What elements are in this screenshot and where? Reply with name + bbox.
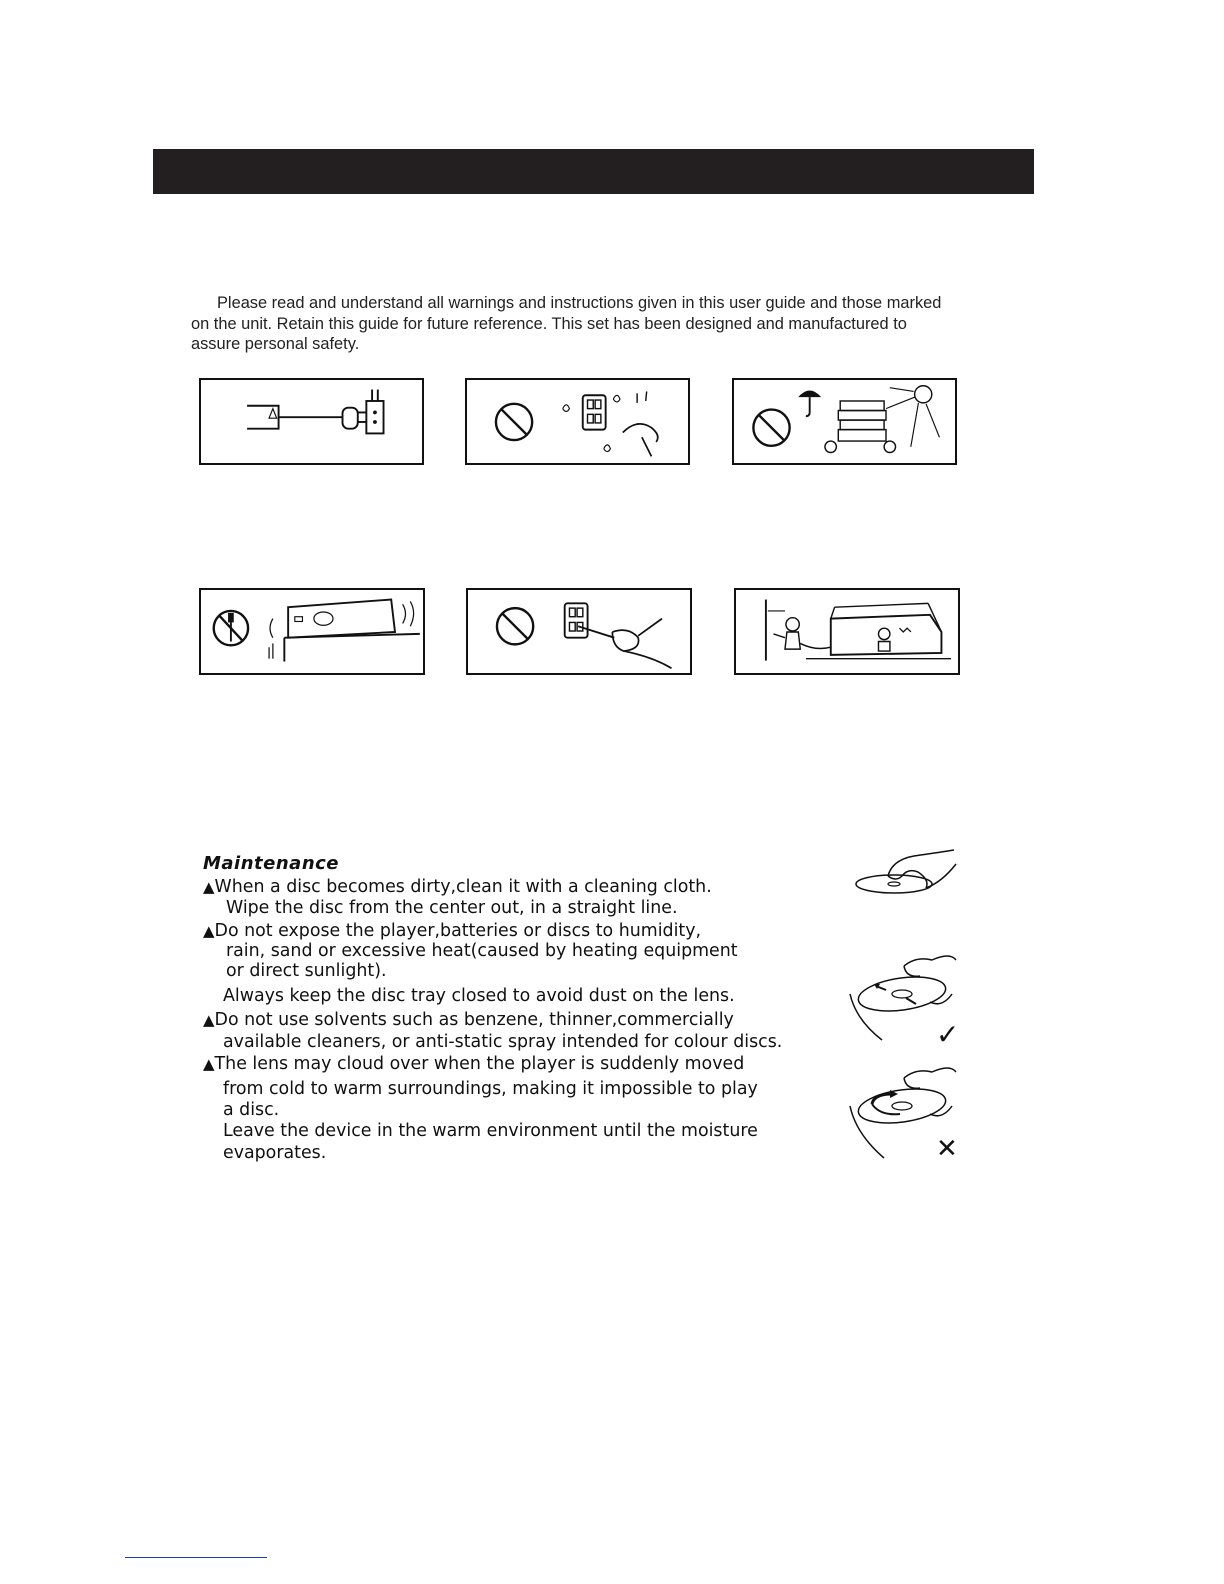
prohibition-cord-icon — [468, 590, 690, 673]
footer-rule — [125, 1557, 267, 1558]
maintenance-line: from cold to warm surroundings, making it impossible to play — [223, 1079, 758, 1099]
disc-cleaning-hand-illustration — [852, 846, 960, 902]
do-not-open-illustration — [199, 588, 425, 675]
maintenance-line: rain, sand or excessive heat(caused by heating equipment — [226, 941, 738, 961]
unit-clearance-icon — [736, 590, 958, 673]
maintenance-item-2: ▲Do not expose the player,batteries or discs to humidity, — [203, 921, 702, 941]
no-pull-cord-illustration — [466, 588, 692, 675]
maintenance-line: Leave the device in the warm environment until the moisture — [223, 1121, 758, 1141]
disc-wipe-correct-illustration — [846, 948, 966, 1050]
no-wet-hands-illustration — [465, 378, 690, 465]
maintenance-item-1: ▲When a disc becomes dirty,clean it with a cleaning cloth. — [203, 877, 712, 897]
prohibition-outlet-icon — [467, 380, 688, 463]
intro-line-2: on the unit. Retain this guide for future reference. This set has been designed and manufactured to — [191, 314, 907, 333]
power-plug-icon — [201, 380, 422, 463]
bullet-triangle-icon: ▲ — [203, 1055, 215, 1073]
keep-clear-illustration — [734, 588, 960, 675]
intro-paragraph — [191, 293, 1031, 355]
cross-mark-icon: ✕ — [936, 1134, 958, 1164]
maintenance-item-3: ▲Do not use solvents such as benzene, thinner,commercially — [203, 1010, 734, 1030]
umbrella-sun-icon — [734, 380, 955, 463]
disc-cloth-icon — [852, 846, 960, 902]
bullet-triangle-icon: ▲ — [203, 878, 215, 896]
maintenance-line: Wipe the disc from the center out, in a straight line. — [226, 898, 678, 918]
check-mark-icon: ✓ — [936, 1018, 960, 1051]
screwdriver-prohibition-icon — [201, 590, 423, 673]
maintenance-line: Always keep the disc tray closed to avoid dust on the lens. — [223, 986, 735, 1006]
bullet-triangle-icon: ▲ — [203, 1011, 215, 1029]
intro-line-3: assure personal safety. — [191, 335, 360, 353]
maintenance-line: available cleaners, or anti-static spray intended for colour discs. — [223, 1032, 783, 1052]
section-header-bar — [153, 149, 1034, 194]
maintenance-title: Maintenance — [203, 853, 340, 874]
disc-wipe-wrong-illustration — [846, 1064, 966, 1164]
maintenance-item-4: ▲The lens may cloud over when the player is suddenly moved — [203, 1054, 745, 1074]
power-cord-plug-illustration — [199, 378, 424, 465]
intro-line-1: Please read and understand all warnings and instructions given in this user guide and those marked — [217, 294, 942, 312]
maintenance-line: a disc. — [223, 1100, 280, 1120]
maintenance-line: or direct sunlight). — [226, 961, 387, 981]
maintenance-line: evaporates. — [223, 1143, 327, 1163]
no-rain-sun-illustration — [732, 378, 957, 465]
bullet-triangle-icon: ▲ — [203, 922, 215, 940]
